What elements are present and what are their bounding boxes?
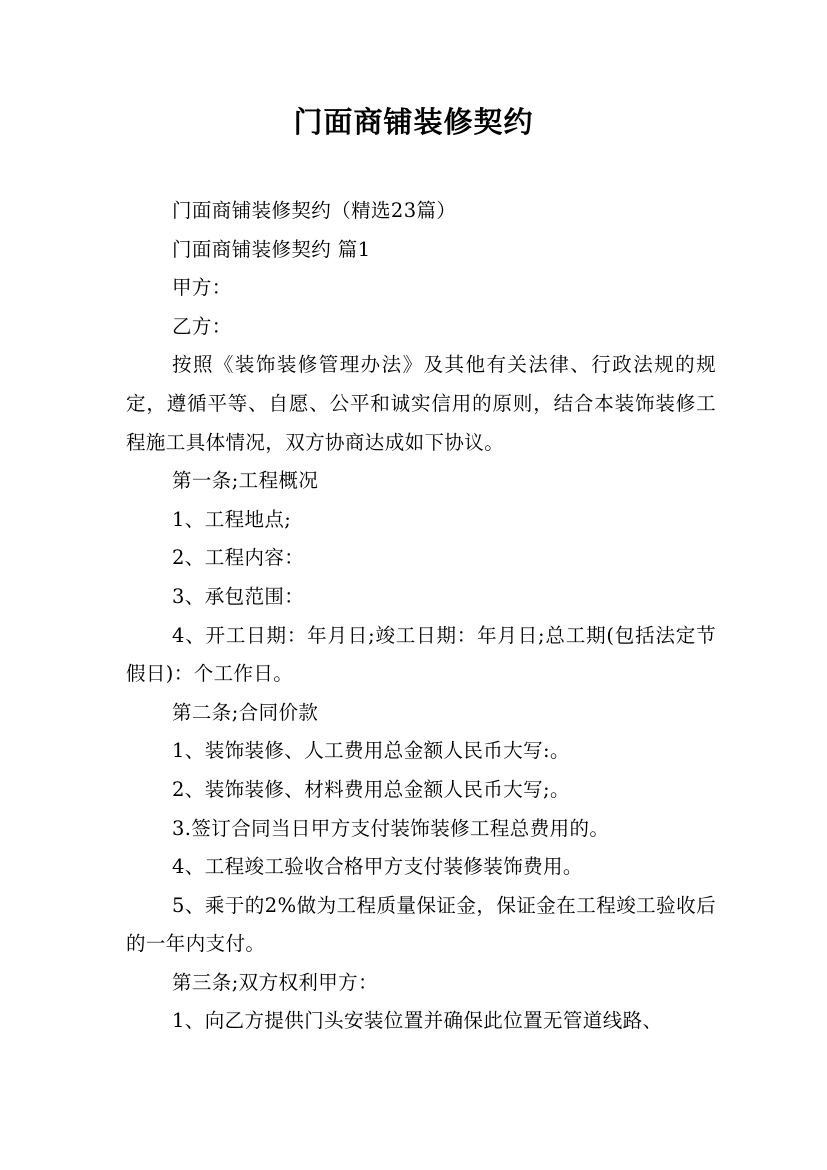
- paragraph-article-2-item-4: 4、工程竣工验收合格甲方支付装修装饰费用。: [172, 855, 583, 879]
- paragraph-article-2-heading: 第二条;合同价款: [172, 700, 319, 724]
- paragraph-subtitle: 门面商铺装修契约（精选23篇）: [172, 199, 457, 222]
- paragraph-article-1-item-2: 2、工程内容：: [172, 546, 305, 570]
- paragraph-article-1-heading: 第一条;工程概况: [172, 469, 319, 493]
- paragraph-article-2-item-2: 2、装饰装修、材料费用总金额人民币大写;。: [172, 777, 570, 801]
- paragraph-article-2-item-3: 3.签订合同当日甲方支付装饰装修工程总费用的。: [172, 816, 610, 840]
- paragraph-article-3-heading: 第三条;双方权利甲方：: [172, 970, 378, 994]
- paragraph-article-1-item-4: 4、开工日期：年月日;竣工日期：年月日;总工期(包括法定节假日)：个工作日。: [126, 623, 716, 686]
- paragraph-party-a: 甲方：: [172, 276, 232, 300]
- paragraph-article-3-item-1: 1、向乙方提供门头安装位置并确保此位置无管道线路、: [172, 1009, 663, 1033]
- paragraph-party-b: 乙方：: [172, 314, 232, 338]
- paragraph-article-1-item-1: 1、工程地点;: [172, 507, 292, 531]
- document-body: [126, 192, 716, 1041]
- paragraph-article-1-item-3: 3、承包范围：: [172, 584, 305, 608]
- document-title: 门面商铺装修契约: [293, 105, 534, 139]
- paragraph-preamble: 按照《装饰装修管理办法》及其他有关法律、行政法规的规定，遵循平等、自愿、公平和诚实信用的原则，结合本装饰装修工程施工具体情况，双方协商达成如下协议。: [126, 353, 716, 454]
- paragraph-article-2-item-1: 1、装饰装修、人工费用总金额人民币大写:。: [172, 739, 570, 763]
- paragraph-article-2-item-5: 5、乘于的2%做为工程质量保证金，保证金在工程竣工验收后的一年内支付。: [126, 893, 716, 956]
- paragraph-section-heading: 门面商铺装修契约 篇1: [172, 237, 371, 261]
